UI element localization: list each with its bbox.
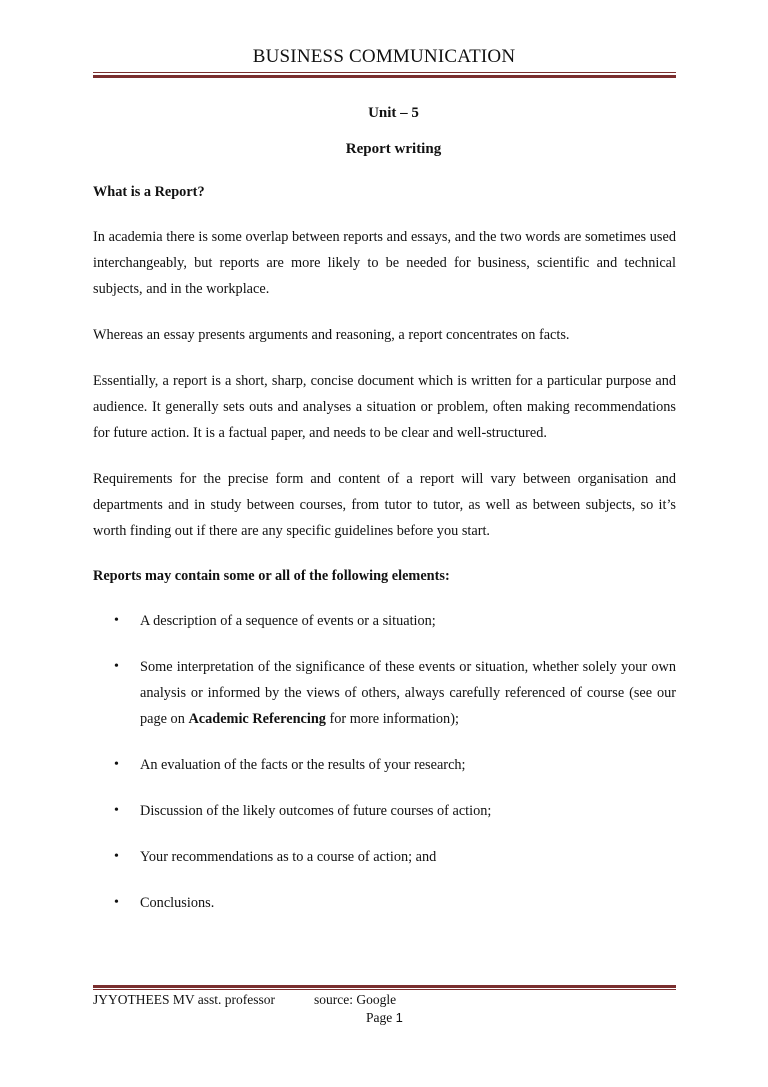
footer-author: JYYOTHEES MV asst. professor xyxy=(93,992,275,1007)
bullet-icon: • xyxy=(114,659,119,674)
page-number xyxy=(366,1010,403,1026)
page-body xyxy=(93,102,676,936)
list-item-text: An evaluation of the facts or the results of your research; xyxy=(140,757,466,773)
list-item-text: Your recommendations as to a course of action; and xyxy=(140,849,437,865)
footer-rule-thin xyxy=(93,989,676,990)
list-item xyxy=(93,798,676,824)
bullet-icon: • xyxy=(114,613,119,628)
paragraph-3: Essentially, a report is a short, sharp, concise document which is written for a particular purpose and audience. It generally sets outs and analyses a situation or problem, often making recommendations for future action. It is a factual paper, and needs to be clear and well-structured. xyxy=(93,373,676,441)
elements-list xyxy=(93,608,676,916)
unit-title: Unit – 5 xyxy=(368,105,419,121)
footer-source: source: Google xyxy=(314,992,397,1007)
list-item xyxy=(93,890,676,916)
bullet-icon: • xyxy=(114,849,119,864)
paragraph-4: Requirements for the precise form and content of a report will vary between organisation and departments and in study between courses, from tutor to tutor, as well as between subjects, so it’s worth finding out if there are any specific guidelines before you start. xyxy=(93,471,676,539)
list-item xyxy=(93,752,676,778)
header-rule-thick xyxy=(93,75,676,78)
list-item-text: Some interpretation of the significance of these events or situation, whether solely your own analysis or informed by the views of others, always carefully referenced of course (see our page on xyxy=(140,659,676,727)
header-title: BUSINESS COMMUNICATION xyxy=(252,46,516,67)
list-item-text: for more information); xyxy=(325,711,459,727)
footer-rule-thick xyxy=(93,985,676,988)
list-item xyxy=(93,654,676,732)
paragraph-1: In academia there is some overlap between reports and essays, and the two words are sometimes used interchangeably, but reports are more likely to be needed for business, scientific and technical subjects, and in the workplace. xyxy=(93,229,676,297)
page-label: Page xyxy=(366,1010,396,1025)
list-item-text: A description of a sequence of events or a situation; xyxy=(140,613,436,629)
section-heading-elements: Reports may contain some or all of the following elements: xyxy=(93,568,450,584)
section-heading-what-is-report: What is a Report? xyxy=(93,184,205,200)
subject-title: Report writing xyxy=(345,141,442,157)
bullet-icon: • xyxy=(114,895,119,910)
bullet-icon: • xyxy=(114,757,119,772)
page-number-value: 1 xyxy=(395,1010,403,1025)
header-rule-thin xyxy=(93,72,676,73)
list-item-text: Discussion of the likely outcomes of future courses of action; xyxy=(140,803,492,819)
paragraph-2: Whereas an essay presents arguments and reasoning, a report concentrates on facts. xyxy=(93,327,570,343)
academic-referencing-link[interactable]: Academic Referencing xyxy=(188,711,326,727)
list-item xyxy=(93,844,676,870)
bullet-icon: • xyxy=(114,803,119,818)
list-item-text: Conclusions. xyxy=(140,895,215,911)
list-item xyxy=(93,608,676,634)
